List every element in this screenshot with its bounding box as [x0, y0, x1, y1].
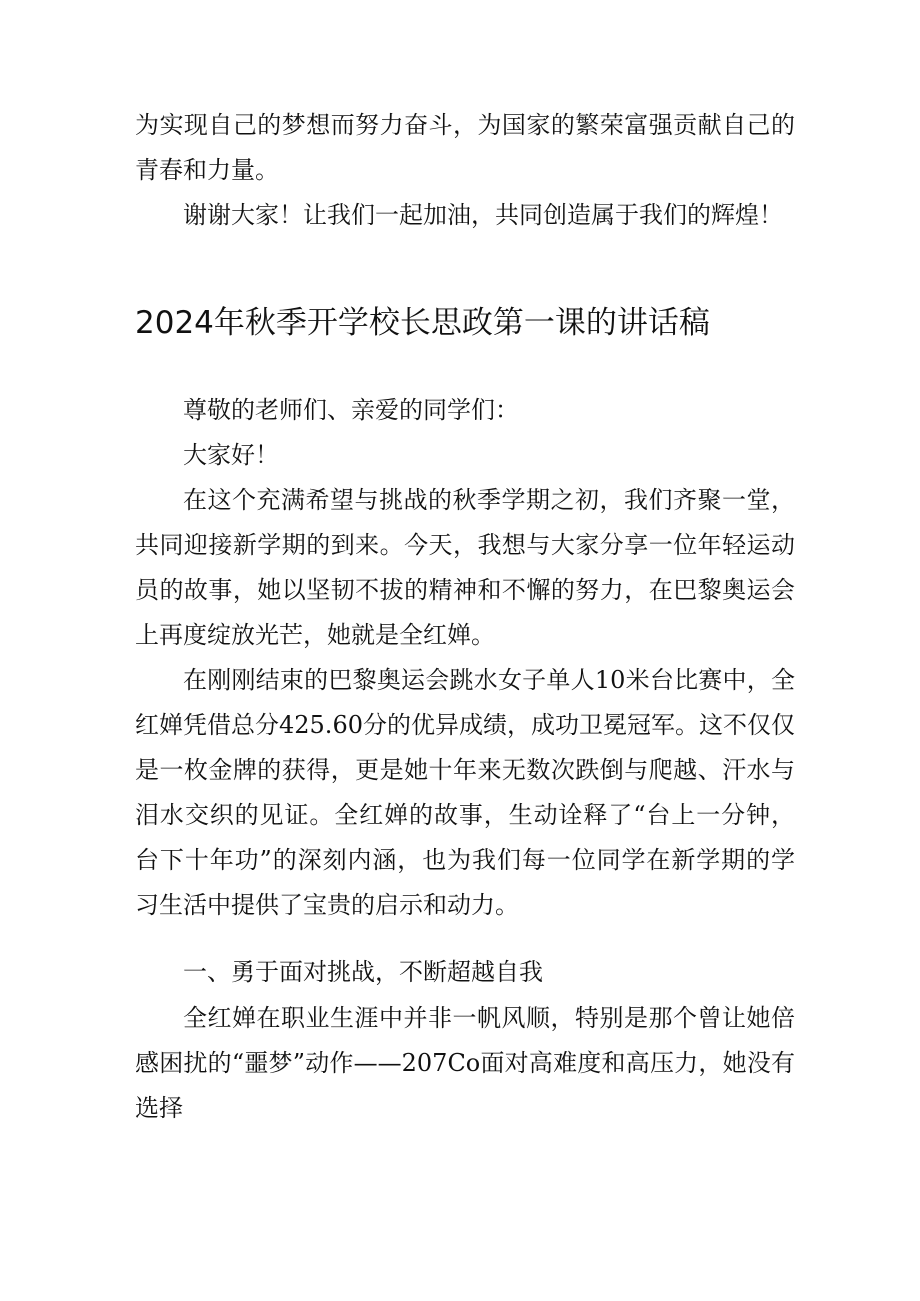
greeting-paragraph: 尊敬的老师们、亲爱的同学们： — [183, 396, 519, 424]
hello-paragraph: 大家好！ — [183, 441, 279, 469]
document-title: 2024年秋季开学校长思政第一课的讲话稿 — [135, 305, 710, 341]
closing-paragraph: 谢谢大家！让我们一起加油，共同创造属于我们的辉煌！ — [183, 201, 783, 229]
document-content — [135, 103, 795, 1131]
body-paragraph-1: 在这个充满希望与挑战的秋季学期之初，我们齐聚一堂，共同迎接新学期的到来。今天，我想与大家分享一位年轻运动员的故事，她以坚韧不拔的精神和不懈的努力，在巴黎奥运会上再度绽放光芒，她就是全红婵。 — [135, 486, 795, 649]
continuation-paragraph: 为实现自己的梦想而努力奋斗，为国家的繁荣富强贡献自己的青春和力量。 — [135, 111, 795, 184]
section-heading-1: 一、勇于面对挑战，不断超越自我 — [183, 958, 543, 986]
body-paragraph-3: 全红婵在职业生涯中并非一帆风顺，特别是那个曾让她倍感困扰的“噩梦”动作——207Co面对高难度和高压力，她没有选择 — [135, 1004, 795, 1122]
body-paragraph-2: 在刚刚结束的巴黎奥运会跳水女子单人10米台比赛中，全红婵凭借总分425.60分的优异成绩，成功卫冕冠军。这不仅仅是一枚金牌的获得，更是她十年来无数次跌倒与爬越、汗水与泪水交织的见证。全红婵的故事，生动诠释了“台上一分钟，台下十年功”的深刻内涵，也为我们每一位同学在新学期的学习生活中提供了宝贵的启示和动力。 — [135, 666, 795, 919]
